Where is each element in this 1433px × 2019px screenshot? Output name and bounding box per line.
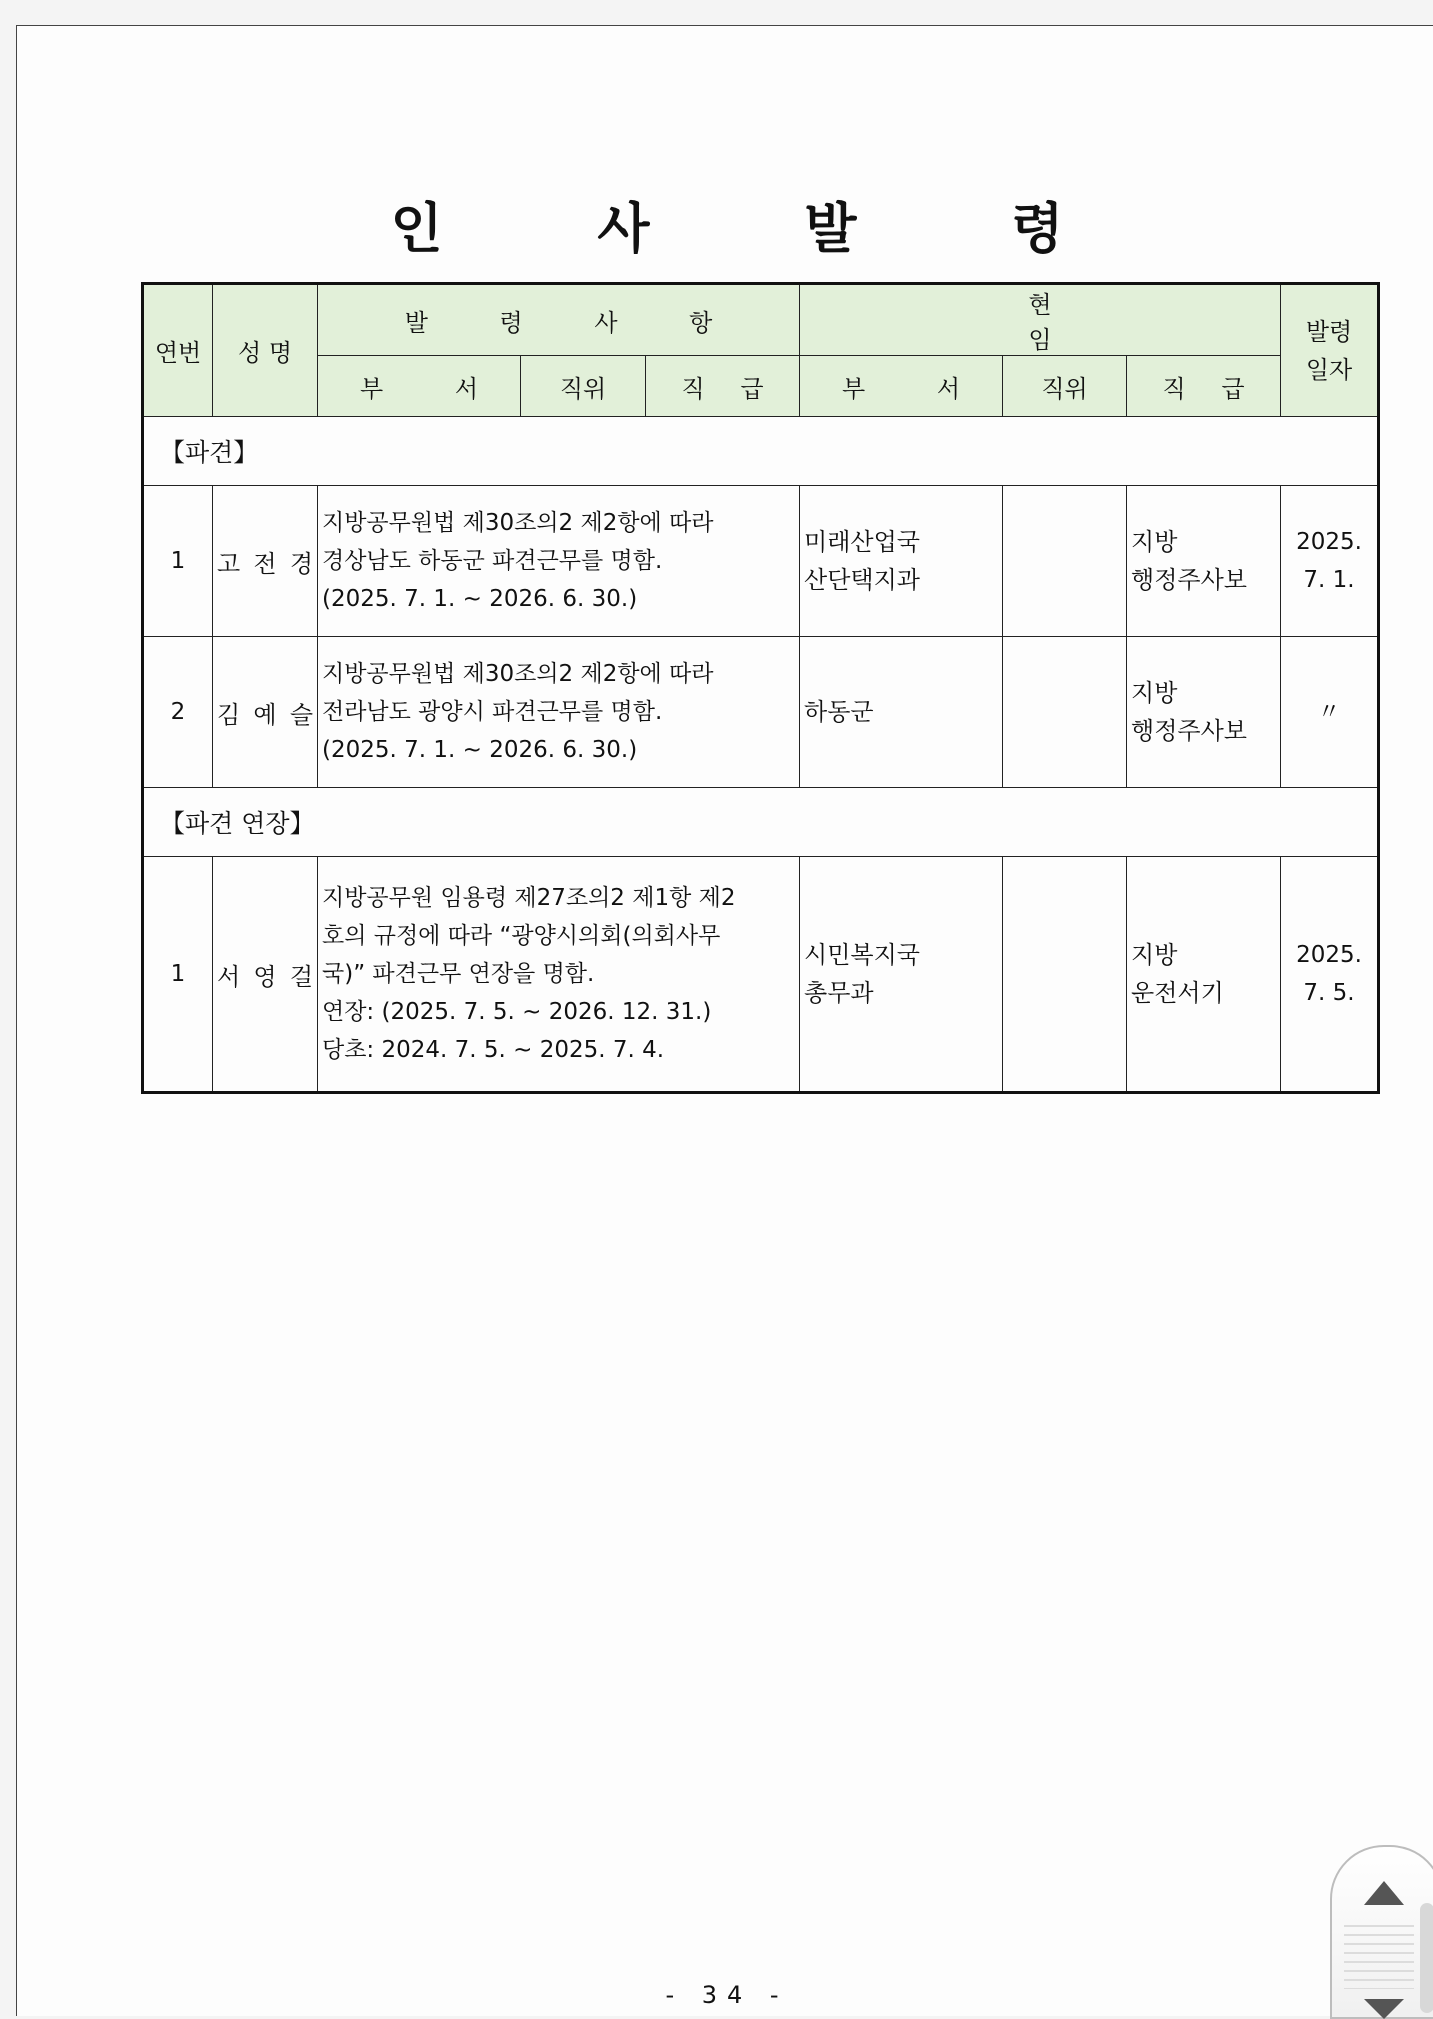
table-row [143, 857, 1379, 1093]
row-seq: 2 [143, 637, 213, 788]
row-order-content: 지방공무원 임용령 제27조의2 제1항 제2 호의 규정에 따라 “광양시의회(의회사무 국)” 파견근무 연장을 명함. 연장: (2025. 7. 5. ~ 2026. 12. 31.) 당초: 2024. 7. 5. ~ 2025. 7. 4. [318, 857, 800, 1093]
row-order-content: 지방공무원법 제30조의2 제2항에 따라 경상남도 하동군 파견근무를 명함. (2025. 7. 1. ~ 2026. 6. 30.) [318, 486, 800, 637]
personnel-order-table [141, 282, 1380, 1094]
row-name: 서 영 걸 [213, 857, 318, 1093]
table-row [143, 637, 1379, 788]
scroll-grip-icon [1344, 1925, 1414, 1989]
header-name: 성 명 [213, 284, 318, 417]
row-name: 고 전 경 [213, 486, 318, 637]
row-current-grade [1127, 486, 1281, 637]
header-order-group: 발 령 사 항 [318, 284, 800, 356]
row-current-dept [800, 486, 1003, 637]
section-header-dispatch [143, 417, 1379, 486]
row-date: 2025. 7. 1. [1281, 486, 1379, 637]
row-current-position [1003, 637, 1127, 788]
row-name: 김 예 슬 [213, 637, 318, 788]
row-date: 〃 [1281, 637, 1379, 788]
row-current-dept [800, 857, 1003, 1093]
header-order-grade: 직 급 [646, 356, 800, 417]
row-current-dept [800, 637, 1003, 788]
row-current-grade [1127, 637, 1281, 788]
document-page [16, 25, 1433, 2016]
grade-line: 행정주사보 [1131, 717, 1247, 745]
section-header-dispatch-extension [143, 788, 1379, 857]
grade-line: 지방 [1131, 941, 1178, 969]
row-current-position [1003, 857, 1127, 1093]
page-number: - 34 - [665, 1981, 789, 2009]
dept-line: 하동군 [804, 698, 874, 726]
header-order-dept: 부 서 [318, 356, 521, 417]
dept-line: 시민복지국 [804, 941, 920, 969]
page-title: 인 사 발 령 [390, 196, 1132, 260]
header-order-position: 직위 [521, 356, 646, 417]
header-current-position: 직위 [1003, 356, 1127, 417]
table-row [143, 486, 1379, 637]
scroll-control[interactable] [1330, 1845, 1433, 2019]
header-current-dept: 부 서 [800, 356, 1003, 417]
dept-line: 총무과 [804, 979, 874, 1007]
header-date: 발령 일자 [1281, 284, 1379, 417]
section-label: 【파견 연장】 [143, 788, 1379, 857]
grade-line: 행정주사보 [1131, 566, 1247, 594]
scrollbar-thumb[interactable] [1420, 1903, 1433, 2013]
row-current-position [1003, 486, 1127, 637]
scroll-up-icon[interactable] [1364, 1881, 1404, 1905]
row-date: 2025. 7. 5. [1281, 857, 1379, 1093]
row-seq: 1 [143, 486, 213, 637]
header-current-group: 현 임 [800, 284, 1281, 356]
grade-line: 운전서기 [1131, 979, 1224, 1007]
dept-line: 산단택지과 [804, 566, 920, 594]
header-current-grade: 직 급 [1127, 356, 1281, 417]
grade-line: 지방 [1131, 528, 1178, 556]
grade-line: 지방 [1131, 679, 1178, 707]
row-order-content: 지방공무원법 제30조의2 제2항에 따라 전라남도 광양시 파견근무를 명함. (2025. 7. 1. ~ 2026. 6. 30.) [318, 637, 800, 788]
row-current-grade [1127, 857, 1281, 1093]
header-seq: 연번 [143, 284, 213, 417]
scroll-down-icon[interactable] [1364, 1999, 1404, 2019]
section-label: 【파견】 [143, 417, 1379, 486]
dept-line: 미래산업국 [804, 528, 920, 556]
row-seq: 1 [143, 857, 213, 1093]
